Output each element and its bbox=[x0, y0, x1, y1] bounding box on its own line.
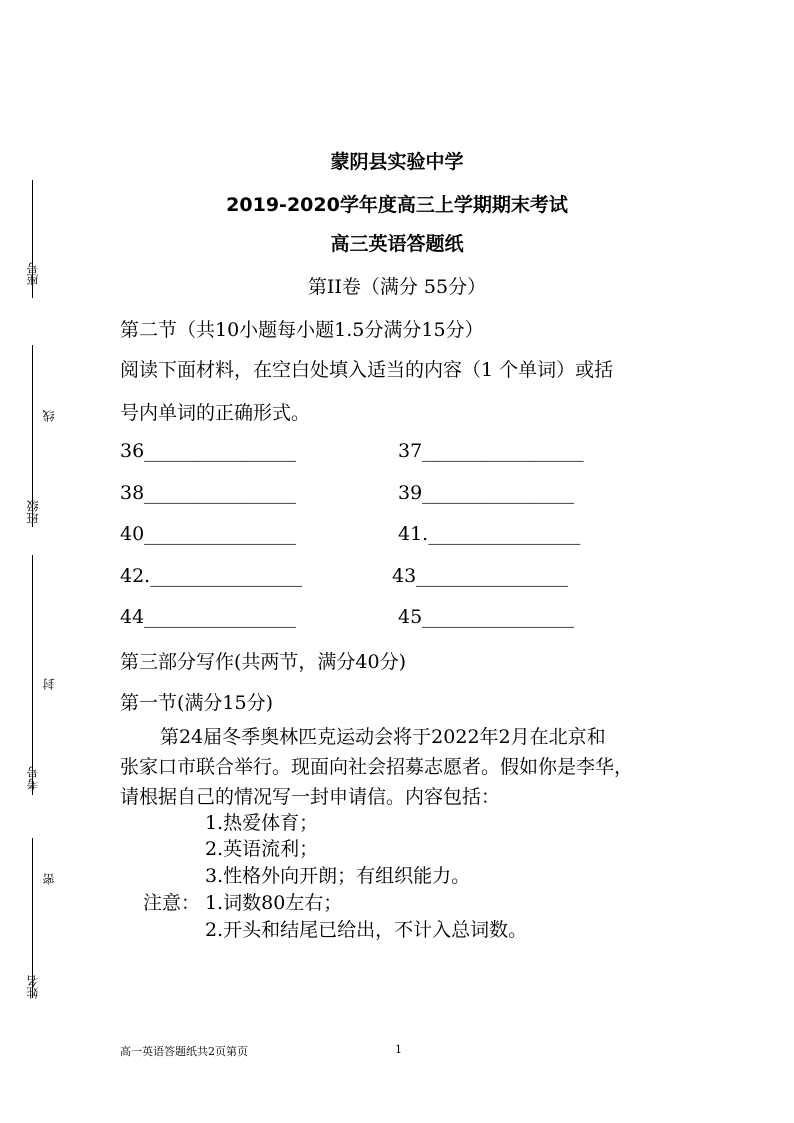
seal-char-line: 线 bbox=[42, 410, 56, 422]
blank-39[interactable]: 39________________ bbox=[398, 482, 575, 504]
point-1: 1.热爱体育； bbox=[205, 812, 319, 834]
seat-label: 座号 bbox=[26, 262, 40, 286]
name-label: 姓名 bbox=[26, 975, 40, 999]
blank-45[interactable]: 45________________ bbox=[398, 606, 575, 628]
note-label: 注意： bbox=[143, 892, 201, 914]
class-label: 班级 bbox=[26, 500, 40, 524]
footer-text: 高一英语答题纸共2页第页 bbox=[120, 1045, 248, 1058]
prompt-line-3: 请根据自己的情况写一封申请信。内容包括： bbox=[120, 786, 501, 808]
school-title: 蒙阴县实验中学 bbox=[330, 151, 464, 173]
blank-37[interactable]: 37_________________ bbox=[398, 440, 584, 462]
section2-instruction: 阅读下面材料，在空白处填入适当的内容（1 个单词）或括 bbox=[120, 359, 614, 381]
note-1: 1.词数80左右； bbox=[205, 892, 343, 914]
section2-instruction-cont: 号内单词的正确形式。 bbox=[120, 402, 311, 424]
point-2: 2.英语流利； bbox=[205, 838, 319, 860]
exam-number-label: 考号 bbox=[26, 766, 40, 790]
note-2: 2.开头和结尾已给出，不计入总词数。 bbox=[205, 919, 528, 941]
section2-title: 第二节（共10小题每小题1.5分满分15分） bbox=[120, 319, 484, 341]
section3-title: 第三部分写作(共两节，满分40分) bbox=[120, 651, 407, 673]
blank-44[interactable]: 44________________ bbox=[120, 606, 297, 628]
blank-42[interactable]: 42.________________ bbox=[120, 565, 303, 587]
blank-38[interactable]: 38________________ bbox=[120, 482, 297, 504]
seal-char-feng: 封 bbox=[42, 678, 56, 690]
prompt-line-2: 张家口市联合举行。现面向社会招募志愿者。假如你是李华， bbox=[120, 756, 634, 778]
volume-title: 第II卷（满分 55分） bbox=[307, 276, 487, 298]
exam-title: 2019-2020学年度高三上学期期末考试 bbox=[226, 194, 568, 216]
paper-title: 高三英语答题纸 bbox=[330, 233, 464, 255]
section3-subtitle: 第一节(满分15分) bbox=[120, 692, 274, 714]
seal-char-mi: 密 bbox=[42, 873, 56, 885]
blank-41[interactable]: 41.________________ bbox=[398, 523, 581, 545]
blank-36[interactable]: 36________________ bbox=[120, 440, 297, 462]
blank-43[interactable]: 43________________ bbox=[392, 565, 569, 587]
point-3: 3.性格外向开朗；有组织能力。 bbox=[205, 865, 471, 887]
prompt-line-1: 第24届冬季奥林匹克运动会将于2022年2月在北京和 bbox=[160, 726, 606, 748]
binding-line bbox=[32, 555, 33, 795]
page-number: 1 bbox=[395, 1043, 402, 1056]
binding-line bbox=[32, 838, 33, 998]
blank-40[interactable]: 40________________ bbox=[120, 523, 297, 545]
